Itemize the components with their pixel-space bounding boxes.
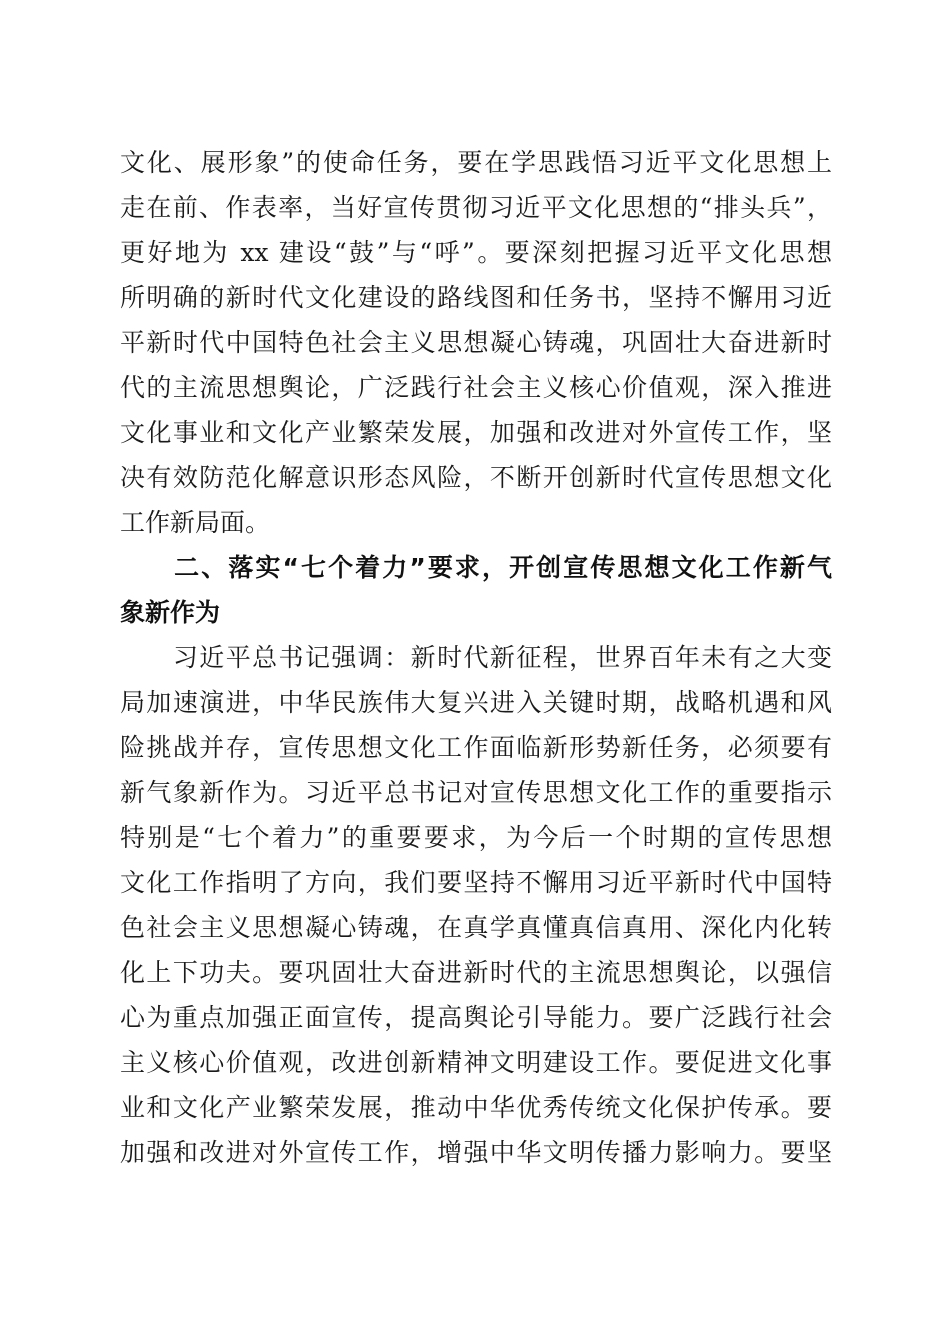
paragraph2-line-3: 险挑战并存，宣传思想文化工作面临新形势新任务，必须要有 [120, 733, 832, 762]
paragraph2-line-2: 局加速演进，中华民族伟大复兴进入关键时期，战略机遇和风 [120, 688, 832, 717]
paragraph1-line-1: 文化、展形象”的使命任务，要在学思践悟习近平文化思想上 [120, 148, 832, 177]
paragraph1-line-6: 代的主流思想舆论，广泛践行社会主义核心价值观，深入推进 [120, 373, 832, 402]
paragraph1-line-4: 所明确的新时代文化建设的路线图和任务书，坚持不懈用习近 [120, 283, 832, 312]
paragraph2-line-8: 化上下功夫。要巩固壮大奋进新时代的主流思想舆论，以强信 [120, 958, 832, 987]
paragraph1-line-2: 走在前、作表率，当好宣传贯彻习近平文化思想的“排头兵”， [120, 193, 832, 222]
paragraph2-line-9: 心为重点加强正面宣传，提高舆论引导能力。要广泛践行社会 [120, 1003, 832, 1032]
section-heading-line-1: 二、落实“七个着力”要求，开创宣传思想文化工作新气 [120, 553, 832, 582]
paragraph1-line-5: 平新时代中国特色社会主义思想凝心铸魂，巩固壮大奋进新时 [120, 328, 832, 357]
paragraph2-line-12: 加强和改进对外宣传工作，增强中华文明传播力影响力。要坚 [120, 1138, 832, 1167]
paragraph1-line-3: 更好地为 xx 建设“鼓”与“呼”。要深刻把握习近平文化思想 [120, 238, 832, 267]
paragraph2-line-7: 色社会主义思想凝心铸魂，在真学真懂真信真用、深化内化转 [120, 913, 832, 942]
paragraph1-line-8: 决有效防范化解意识形态风险，不断开创新时代宣传思想文化 [120, 463, 832, 492]
paragraph1-line-9: 工作新局面。 [120, 508, 271, 537]
paragraph2-line-10: 主义核心价值观，改进创新精神文明建设工作。要促进文化事 [120, 1048, 832, 1077]
section-heading-line-2: 象新作为 [120, 598, 221, 627]
paragraph2-line-1: 习近平总书记强调：新时代新征程，世界百年未有之大变 [120, 643, 832, 672]
paragraph2-line-11: 业和文化产业繁荣发展，推动中华优秀传统文化保护传承。要 [120, 1093, 832, 1122]
paragraph1-line-7: 文化事业和文化产业繁荣发展，加强和改进对外宣传工作，坚 [120, 418, 832, 447]
paragraph2-line-4: 新气象新作为。习近平总书记对宣传思想文化工作的重要指示 [120, 778, 832, 807]
paragraph2-line-5: 特别是“七个着力”的重要要求，为今后一个时期的宣传思想 [120, 823, 832, 852]
paragraph2-line-6: 文化工作指明了方向，我们要坚持不懈用习近平新时代中国特 [120, 868, 832, 897]
